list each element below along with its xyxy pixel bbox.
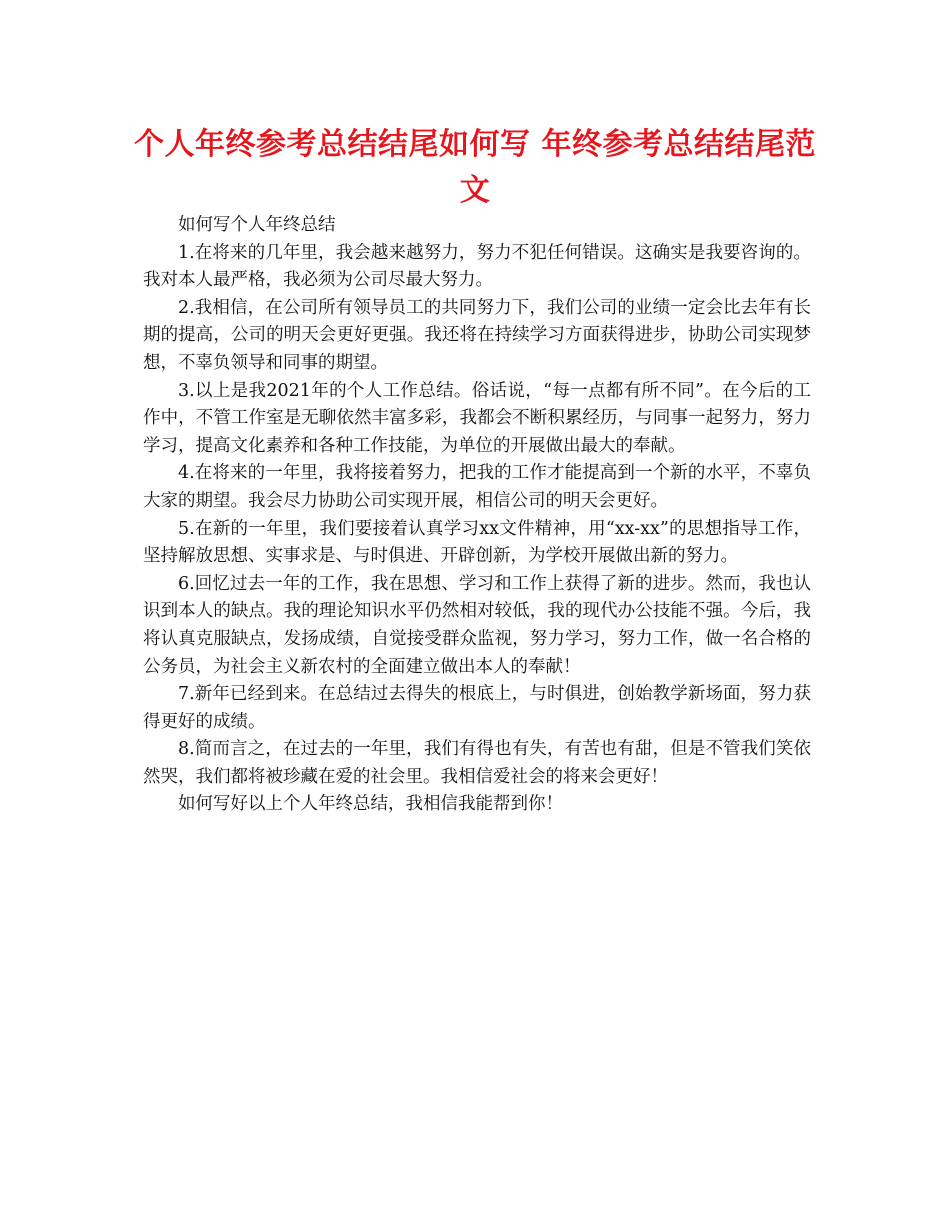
paragraph-2: 2.我相信，在公司所有领导员工的共同努力下，我们公司的业绩一定会比去年有长期的提高，公司的明天会更好更强。我还将在持续学习方面获得进步，协助公司实现梦想，不辜负领导和同事的期望。 [143, 297, 811, 373]
document-body [143, 212, 811, 819]
paragraph-5: 5.在新的一年里，我们要接着认真学习xx文件精神，用“xx-xx”的思想指导工作，坚持解放思想、实事求是、与时俱进、开辟创新，为学校开展做出新的努力。 [143, 518, 811, 567]
paragraph-8: 8.简而言之，在过去的一年里，我们有得也有失，有苦也有甜，但是不管我们笑依然哭，我们都将被珍藏在爱的社会里。我相信爱社会的将来会更好！ [143, 739, 811, 787]
paragraph-4: 4.在将来的一年里，我将接着努力，把我的工作才能提高到一个新的水平，不辜负大家的期望。我会尽力协助公司实现开展，相信公司的明天会更好。 [143, 463, 811, 511]
paragraph-6: 6.回忆过去一年的工作，我在思想、学习和工作上获得了新的进步。然而，我也认识到本人的缺点。我的理论知识水平仍然相对较低，我的现代办公技能不强。今后，我将认真克服缺点，发扬成绩，自觉接受群众监视，努力学习，努力工作，做一名合格的公务员，为社会主义新农村的全面建立做出本人的奉献！ [143, 573, 811, 677]
paragraph-heading: 如何写个人年终总结 [178, 215, 336, 235]
document-title: 个人年终参考总结结尾如何写 年终参考总结结尾范文 [134, 127, 816, 208]
paragraph-3: 3.以上是我2021年的个人工作总结。俗话说，“每一点都有所不同”。在今后的工作中，不管工作室是无聊依然丰富多彩，我都会不断积累经历，与同事一起努力，努力学习，提高文化素养和各种工作技能，为单位的开展做出最大的奉献。 [143, 380, 811, 456]
paragraph-7: 7.新年已经到来。在总结过去得失的根底上，与时俱进，创始教学新场面，努力获得更好的成绩。 [143, 684, 811, 732]
paragraph-1: 1.在将来的几年里，我会越来越努力，努力不犯任何错误。这确实是我要咨询的。我对本人最严格，我必须为公司尽最大努力。 [143, 242, 811, 291]
paragraph-closing: 如何写好以上个人年终总结，我相信我能帮到你！ [178, 794, 563, 815]
